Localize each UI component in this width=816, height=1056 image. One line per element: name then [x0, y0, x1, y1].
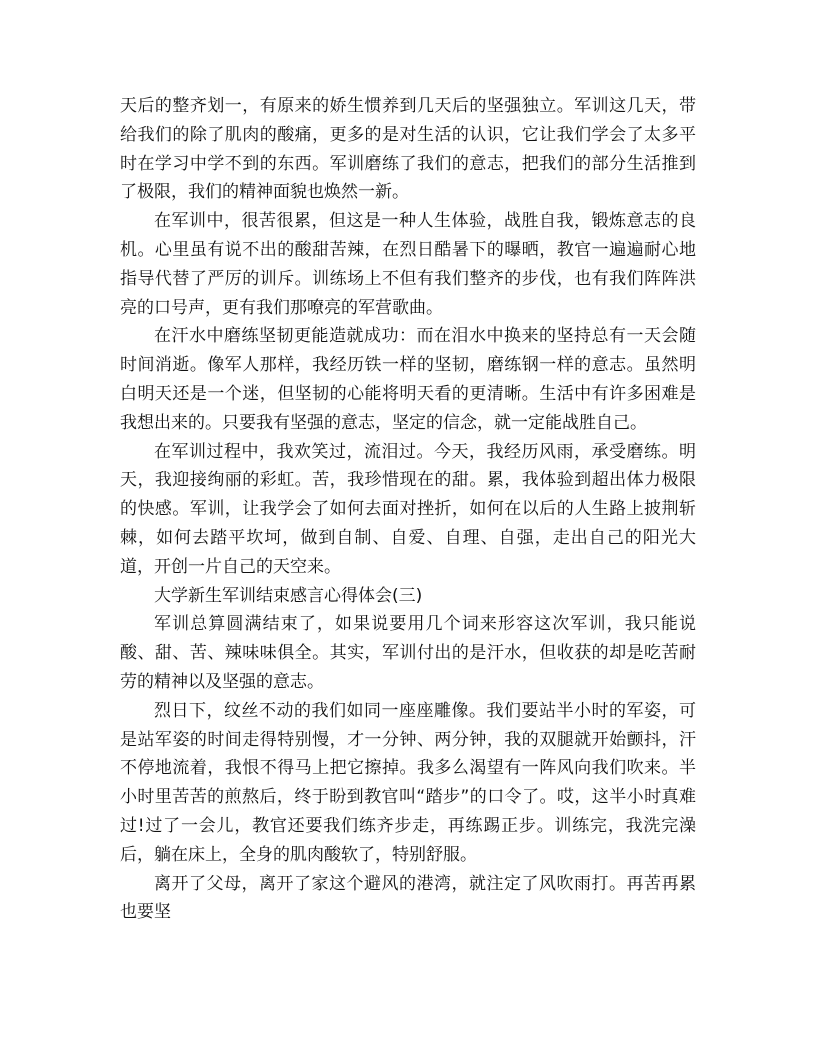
paragraph-leaving-home: 离开了父母，离开了家这个避风的港湾，就注定了风吹雨打。再苦再累也要坚 [120, 873, 696, 923]
paragraph-summary: 军训总算圆满结束了，如果说要用几个词来形容这次军训，我只能说 酸、甜、苦、辣味味俱全。其实，军训付出的是汗水，但收获的却是吃苦耐劳的精神以及坚强的意志。 [120, 614, 696, 692]
paragraph-perseverance: 在汗水中磨练坚韧更能造就成功：而在泪水中换来的坚持总有一天会随时间消逝。像军人那样，我经历铁一样的坚韧，磨练钢一样的意志。虽然明白明天还是一个迷，但坚韧的心能将明天看的更清晰。生活中有许多困难是我想出来的。只要我有坚强的意志，坚定的信念，就一定能战胜自己。 [120, 326, 696, 433]
paragraph-continuation: 天后的整齐划一，有原来的娇生惯养到几天后的坚强独立。军训这几天，带给我们的除了肌肉的酸痛，更多的是对生活的认识，它让我们学会了太多平时在学习中学不到的东西。军训磨练了我们的意志，把我们的部分生活推到了极限，我们的精神面貌也焕然一新。 [120, 96, 696, 203]
section-heading: 大学新生军训结束感言心得体会(三) [154, 585, 423, 606]
document-page [120, 92, 696, 952]
paragraph-military-training-experience: 在军训中，很苦很累，但这是一种人生体验，战胜自我，锻炼意志的良机。心里虽有说不出的酸甜苦辣，在烈日酷暑下的曝晒，教官一遍遍耐心地指导代替了严厉的训斥。训练场上不但有我们整齐的步伐，也有我们阵阵洪亮的口号声，更有我们那嘹亮的军营歌曲。 [120, 211, 696, 318]
paragraph-standing-posture: 烈日下，纹丝不动的我们如同一座座雕像。我们要站半小时的军姿，可是站军姿的时间走得特别慢，才一分钟、两分钟，我的双腿就开始颤抖，汗不停地流着，我恨不得马上把它擦掉。我多么渴望有一阵风向我们吹来。半小时里苦苦的煎熬后，终于盼到教官叫“踏步”的口令了。哎，这半小时真难过!过了一会儿，教官还要我们练齐步走，再练踢正步。训练完，我洗完澡后，躺在床上，全身的肌肉酸软了，特别舒服。 [120, 700, 696, 865]
paragraph-laughter-and-tears: 在军训过程中，我欢笑过，流泪过。今天，我经历风雨，承受磨练。明天，我迎接绚丽的彩虹。苦，我珍惜现在的甜。累，我体验到超出体力极限的快感。军训，让我学会了如何去面对挫折，如何在以后的人生路上披荆斩棘，如何去踏平坎坷，做到自制、自爱、自理、自强，走出自己的阳光大道，开创一片自己的天空来。 [120, 441, 696, 577]
